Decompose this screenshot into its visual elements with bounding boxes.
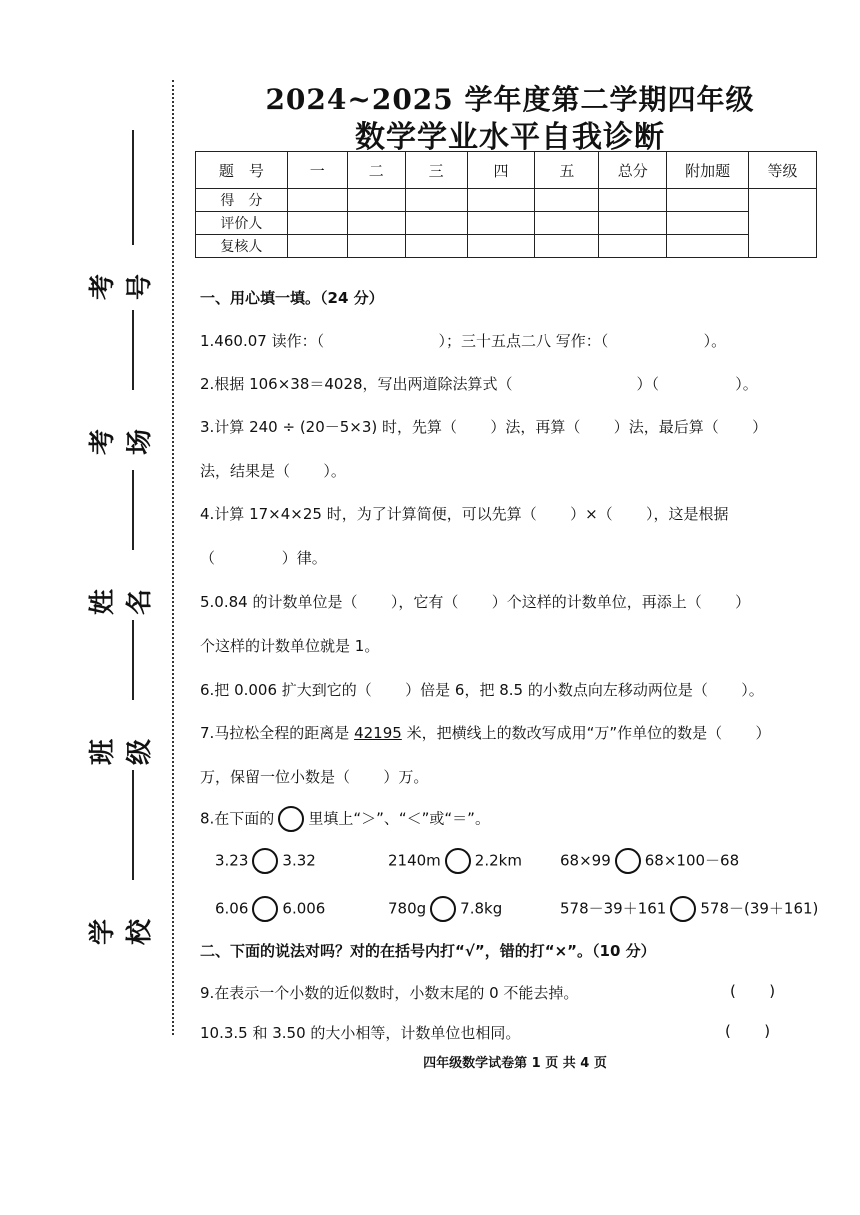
comparison-circle[interactable] [615,848,641,874]
comparison-left: 2140m [388,851,441,870]
table-cell[interactable] [287,212,347,235]
table-cell[interactable] [599,212,667,235]
comparison-left: 68×99 [560,851,611,870]
comparison-item [215,848,316,874]
question-8 [200,806,830,832]
side-blank-line [132,310,134,390]
grade-cell[interactable] [749,189,817,258]
answer-paren[interactable]: ( ) [730,982,776,1000]
table-cell[interactable] [467,189,535,212]
comparison-right: 578－(39＋161) [700,899,819,918]
question-7-suffix: 米，把横线上的数改写成用“万”作单位的数是（ ） [401,724,771,742]
table-cell[interactable] [287,189,347,212]
underlined-number: 42195 [354,724,402,742]
table-header: 一 [287,152,347,189]
table-cell[interactable] [535,235,599,258]
circle-icon [278,806,304,832]
table-cell[interactable] [599,189,667,212]
comparison-left: 578－39＋161 [560,899,667,918]
question-3: 3.计算 240 ÷ (20－5×3) 时，先算（ ）法，再算（ ）法，最后算（ ） [200,418,768,436]
question-2: 2.根据 106×38＝4028，写出两道除法算式（ ）（ ）。 [200,375,758,393]
table-cell[interactable] [405,235,467,258]
table-header: 等级 [749,152,817,189]
comparison-circle[interactable] [252,848,278,874]
page-footer: 四年级数学试卷第 1 页 共 4 页 [423,1056,607,1071]
answer-paren[interactable]: ( ) [725,1022,771,1040]
question-9: 9.在表示一个小数的近似数时，小数末尾的 0 不能去掉。 [200,984,579,1002]
side-field-class [88,620,156,780]
side-field-school [88,770,156,950]
comparison-right: 6.006 [282,899,326,918]
comparison-right: 7.8kg [460,899,503,918]
table-row-label: 复核人 [196,235,288,258]
table-cell[interactable] [599,235,667,258]
side-field-exam-room [88,310,156,470]
comparison-circle[interactable] [252,896,278,922]
table-header: 题 号 [196,152,288,189]
side-blank-line [132,130,134,245]
side-blank-line [132,470,134,550]
table-header: 附加题 [667,152,749,189]
comparison-item [560,848,739,874]
table-header: 三 [405,152,467,189]
table-cell[interactable] [347,212,405,235]
page-subtitle: 数学学业水平自我诊断 [355,120,665,155]
binding-dotted-line [172,80,174,1035]
comparison-item [388,896,502,922]
table-header: 五 [535,152,599,189]
comparison-item [388,848,522,874]
comparison-item [215,896,325,922]
table-header: 四 [467,152,535,189]
question-5: 5.0.84 的计数单位是（ ），它有（ ）个这样的计数单位，再添上（ ） [200,593,751,611]
table-cell[interactable] [347,235,405,258]
question-8-suffix: 里填上“＞”、“＜”或“＝”。 [308,809,490,828]
side-label: 姓名 [88,589,155,616]
table-cell[interactable] [467,212,535,235]
side-label: 班级 [88,739,155,766]
side-label: 考号 [88,274,155,301]
question-7-prefix: 7.马拉松全程的距离是 [200,724,355,742]
table-cell[interactable] [667,189,749,212]
table-cell[interactable] [347,189,405,212]
page-title: 2024~2025 学年度第二学期四年级 [265,83,755,116]
question-7 [200,722,830,743]
question-1: 1.460.07 读作：（ ）；三十五点二八 写作：（ ）。 [200,332,727,350]
question-7-cont: 万，保留一位小数是（ ）万。 [200,768,429,786]
comparison-left: 3.23 [215,851,249,870]
section-heading: 二、下面的说法对吗？对的在括号内打“√”，错的打“×”。（10 分） [200,942,656,960]
table-cell[interactable] [405,189,467,212]
table-cell[interactable] [467,235,535,258]
table-cell[interactable] [535,212,599,235]
comparison-left: 780g [388,899,427,918]
question-6: 6.把 0.006 扩大到它的（ ）倍是 6，把 8.5 的小数点向左移动两位是（ ）。 [200,681,764,699]
side-field-name [88,470,156,630]
comparison-circle[interactable] [445,848,471,874]
table-cell[interactable] [535,189,599,212]
table-cell[interactable] [667,212,749,235]
question-4-cont: （ ）律。 [200,549,327,567]
comparison-right: 2.2km [474,851,522,870]
side-label: 考场 [88,429,155,456]
question-3-cont: 法，结果是（ ）。 [200,462,346,480]
question-10: 10.3.5 和 3.50 的大小相等，计数单位也相同。 [200,1024,521,1042]
comparison-left: 6.06 [215,899,249,918]
comparison-circle[interactable] [670,896,696,922]
question-4: 4.计算 17×4×25 时，为了计算简便，可以先算（ ）×（ ），这是根据 [200,505,729,523]
question-8-prefix: 8.在下面的 [200,809,275,828]
question-5-cont: 个这样的计数单位就是 1。 [200,637,380,655]
table-cell[interactable] [405,212,467,235]
section-heading: 一、用心填一填。（24 分） [200,289,384,307]
table-row-label: 得 分 [196,189,288,212]
table-cell[interactable] [287,235,347,258]
comparison-circle[interactable] [430,896,456,922]
side-blank-line [132,620,134,700]
comparison-item [560,896,818,922]
score-table [195,151,817,258]
side-field-exam-number [88,130,156,301]
table-cell[interactable] [667,235,749,258]
comparison-right: 3.32 [282,851,316,870]
side-label: 学校 [88,919,155,946]
side-blank-line [132,770,134,880]
table-header: 总分 [599,152,667,189]
table-row-label: 评价人 [196,212,288,235]
comparison-right: 68×100－68 [644,851,740,870]
table-header: 二 [347,152,405,189]
